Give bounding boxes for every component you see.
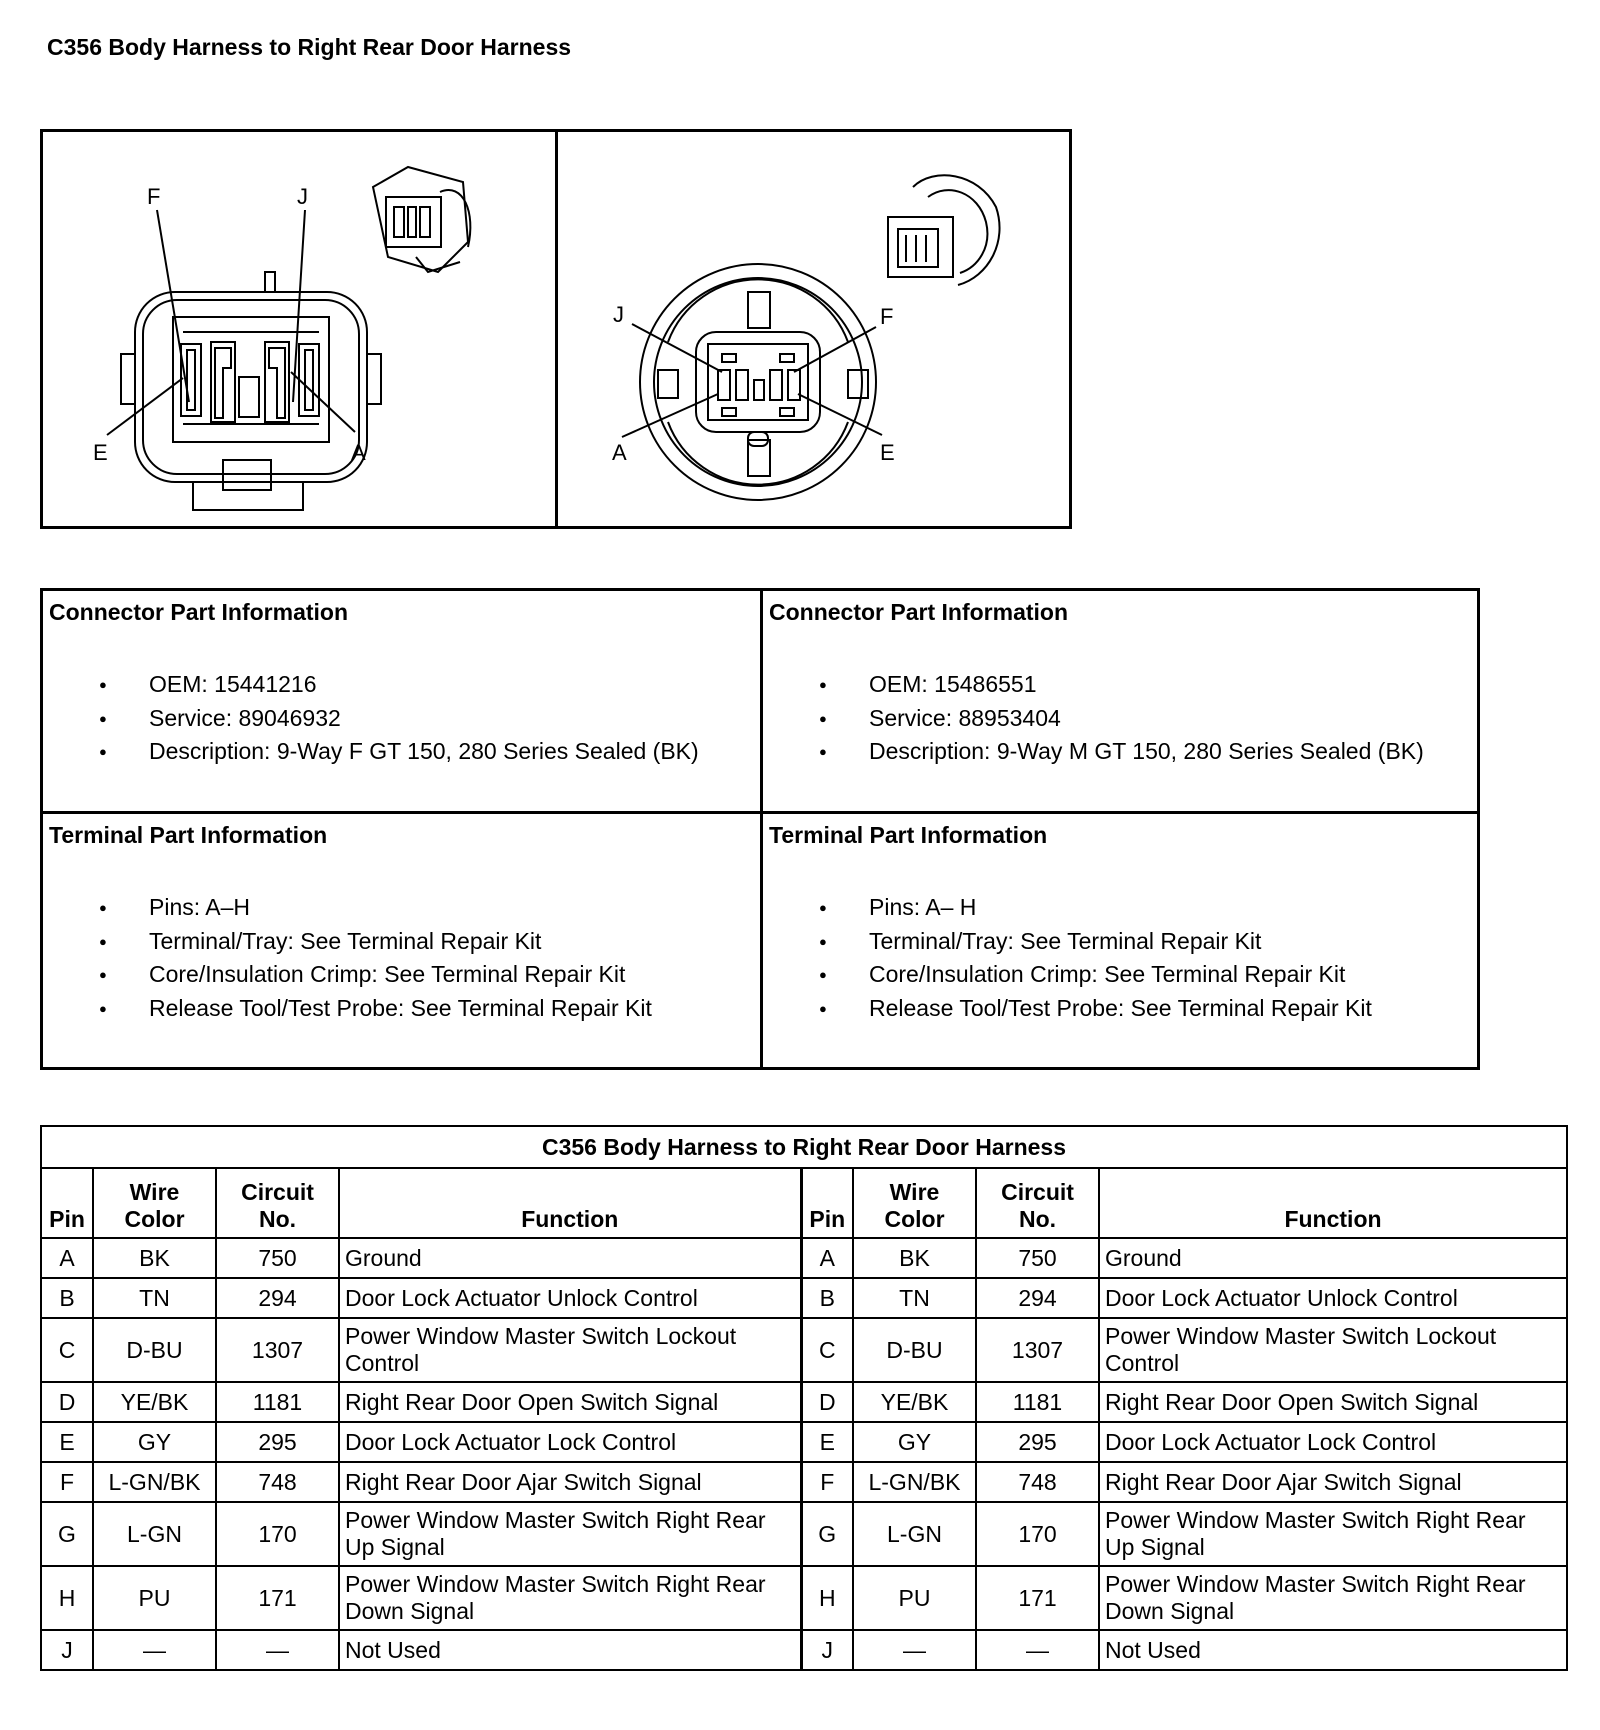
table-row [41,1382,1567,1422]
pin-cell: C [801,1318,853,1382]
circuit-cell: 750 [976,1238,1099,1278]
circuit-cell: 171 [976,1566,1099,1630]
function-cell: Power Window Master Switch Lockout Control [1099,1318,1567,1382]
pin-cell: J [801,1630,853,1670]
header-function: Function [1099,1168,1567,1238]
table-row [41,1502,1567,1566]
circuit-cell: 1307 [976,1318,1099,1382]
table-caption: C356 Body Harness to Right Rear Door Harness [41,1126,1567,1168]
function-cell: Not Used [339,1630,801,1670]
function-cell: Ground [1099,1238,1567,1278]
pin-label-j: J [612,302,624,327]
list-item: ● Service: 89046932 [49,702,754,736]
terminal-info-list [49,891,754,1025]
list-item: ● OEM: 15441216 [49,668,754,702]
circuit-cell: 1307 [216,1318,339,1382]
list-item: ● Terminal/Tray: See Terminal Repair Kit [49,925,754,959]
pin-label-f: F [879,304,893,329]
pin-label-a: A [351,440,366,465]
function-cell: Power Window Master Switch Right Rear Down Signal [339,1566,801,1630]
list-item: ● Terminal/Tray: See Terminal Repair Kit [769,925,1471,959]
function-cell: Door Lock Actuator Unlock Control [339,1278,801,1318]
right-connector-info [760,591,1477,811]
function-cell: Door Lock Actuator Lock Control [339,1422,801,1462]
wire-color-cell: L-GN/BK [93,1462,216,1502]
connector-info-list [49,668,754,769]
circuit-cell: — [976,1630,1099,1670]
circuit-cell: 295 [976,1422,1099,1462]
wire-color-cell: BK [93,1238,216,1278]
list-item: ● Pins: A– H [769,891,1471,925]
header-function: Function [339,1168,801,1238]
circuit-cell: — [216,1630,339,1670]
function-cell: Right Rear Door Open Switch Signal [339,1382,801,1422]
table-row [41,1278,1567,1318]
list-item: ● Service: 88953404 [769,702,1471,736]
header-wire-color: Wire Color [93,1168,216,1238]
function-cell: Right Rear Door Ajar Switch Signal [1099,1462,1567,1502]
wire-color-cell: TN [93,1278,216,1318]
terminal-info-list [769,891,1471,1025]
pin-cell: H [41,1566,93,1630]
table-header-row [41,1168,1567,1238]
pin-label-a: A [611,440,627,465]
list-item: ● Pins: A–H [49,891,754,925]
pin-cell: A [801,1238,853,1278]
connector-info-heading: Connector Part Information [49,599,349,625]
pin-cell: A [41,1238,93,1278]
function-cell: Ground [339,1238,801,1278]
function-cell: Power Window Master Switch Lockout Control [339,1318,801,1382]
wire-color-cell: YE/BK [93,1382,216,1422]
terminal-info-heading: Terminal Part Information [49,822,328,848]
wire-color-cell: D-BU [853,1318,976,1382]
circuit-cell: 748 [976,1462,1099,1502]
page-title: C356 Body Harness to Right Rear Door Harness [47,34,572,60]
list-item: ● Core/Insulation Crimp: See Terminal Repair Kit [49,958,754,992]
male-connector-drawing [558,132,1068,526]
circuit-cell: 748 [216,1462,339,1502]
connector-info-list [769,668,1471,769]
pin-cell: E [801,1422,853,1462]
wire-color-cell: YE/BK [853,1382,976,1422]
wire-color-cell: BK [853,1238,976,1278]
table-row [41,1462,1567,1502]
circuit-cell: 295 [216,1422,339,1462]
wire-color-cell: PU [853,1566,976,1630]
header-circuit: Circuit No. [976,1168,1099,1238]
table-row [41,1238,1567,1278]
wire-color-cell: L-GN/BK [853,1462,976,1502]
pin-cell: D [801,1382,853,1422]
connector-info-heading: Connector Part Information [769,599,1069,625]
list-item: ● OEM: 15486551 [769,668,1471,702]
list-item: ● Description: 9-Way M GT 150, 280 Series Sealed (BK) [769,735,1471,769]
pin-cell: D [41,1382,93,1422]
wire-color-cell: — [853,1630,976,1670]
wire-color-cell: GY [93,1422,216,1462]
function-cell: Door Lock Actuator Unlock Control [1099,1278,1567,1318]
pin-cell: G [801,1502,853,1566]
table-row [41,1566,1567,1630]
pin-cell: B [801,1278,853,1318]
circuit-cell: 170 [976,1502,1099,1566]
pin-cell: G [41,1502,93,1566]
function-cell: Right Rear Door Ajar Switch Signal [339,1462,801,1502]
function-cell: Power Window Master Switch Right Rear Down Signal [1099,1566,1567,1630]
header-pin: Pin [41,1168,93,1238]
wire-color-cell: TN [853,1278,976,1318]
pin-label-j: J [297,184,308,209]
connector-diagrams [40,129,1072,529]
terminal-info-heading: Terminal Part Information [769,822,1048,848]
pin-label-e: E [93,440,108,465]
pin-label-e: E [879,440,895,465]
table-row [41,1630,1567,1670]
list-item: ● Release Tool/Test Probe: See Terminal Repair Kit [769,992,1471,1026]
pin-cell: F [41,1462,93,1502]
list-item: ● Release Tool/Test Probe: See Terminal Repair Kit [49,992,754,1026]
left-connector-info [43,591,760,811]
pin-cell: H [801,1566,853,1630]
circuit-cell: 171 [216,1566,339,1630]
list-item: ● Core/Insulation Crimp: See Terminal Repair Kit [769,958,1471,992]
header-wire-color: Wire Color [853,1168,976,1238]
circuit-cell: 294 [216,1278,339,1318]
circuit-cell: 750 [216,1238,339,1278]
header-circuit: Circuit No. [216,1168,339,1238]
male-connector-view [555,132,1070,526]
table-row [41,1422,1567,1462]
pinout-rows [41,1238,1567,1670]
function-cell: Power Window Master Switch Right Rear Up Signal [339,1502,801,1566]
function-cell: Power Window Master Switch Right Rear Up Signal [1099,1502,1567,1566]
wire-color-cell: L-GN [853,1502,976,1566]
header-pin: Pin [801,1168,853,1238]
wire-color-cell: PU [93,1566,216,1630]
circuit-cell: 1181 [976,1382,1099,1422]
pin-cell: J [41,1630,93,1670]
function-cell: Right Rear Door Open Switch Signal [1099,1382,1567,1422]
pin-label-f: F [147,184,161,209]
function-cell: Door Lock Actuator Lock Control [1099,1422,1567,1462]
circuit-cell: 1181 [216,1382,339,1422]
part-information-grid [40,588,1480,1070]
pin-cell: F [801,1462,853,1502]
female-connector-drawing [43,132,553,526]
pinout-table [40,1125,1568,1671]
wire-color-cell: — [93,1630,216,1670]
circuit-cell: 294 [976,1278,1099,1318]
circuit-cell: 170 [216,1502,339,1566]
wire-color-cell: D-BU [93,1318,216,1382]
pin-cell: C [41,1318,93,1382]
pin-cell: E [41,1422,93,1462]
wire-color-cell: GY [853,1422,976,1462]
pin-cell: B [41,1278,93,1318]
table-row [41,1318,1567,1382]
function-cell: Not Used [1099,1630,1567,1670]
wire-color-cell: L-GN [93,1502,216,1566]
list-item: ● Description: 9-Way F GT 150, 280 Series Sealed (BK) [49,735,754,769]
female-connector-view [43,132,555,526]
left-terminal-info [43,811,760,1067]
right-terminal-info [760,811,1477,1067]
